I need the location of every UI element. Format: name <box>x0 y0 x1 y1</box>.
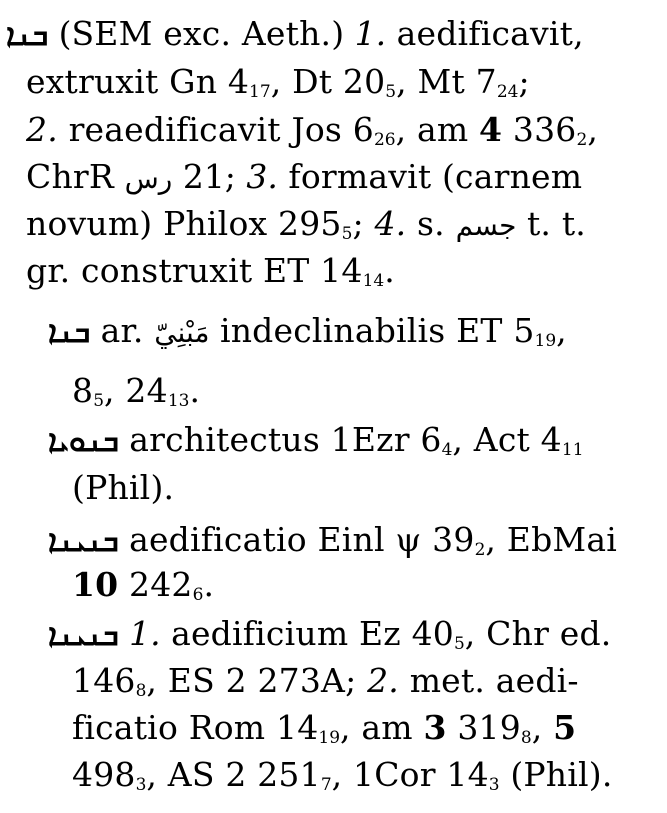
text-run: , Mt 7 <box>396 62 497 101</box>
text-run: , Chr ed. <box>464 614 612 653</box>
text-run: 8 <box>72 371 94 410</box>
text-run: . <box>203 565 215 604</box>
subentry-line <box>48 520 617 570</box>
text-run: 21; <box>172 157 247 196</box>
text-run: 336 <box>502 110 577 149</box>
bold-number: 4 <box>479 110 503 149</box>
subentry-line <box>72 565 214 615</box>
text-run: (Phil). <box>72 468 175 507</box>
text-run: 319 <box>446 708 521 747</box>
text-run: ; <box>518 62 530 101</box>
text-run: formavit (carnem <box>277 157 583 196</box>
sense-number: 3. <box>246 157 278 196</box>
syriac-headword: ܒܢܐ <box>48 315 91 350</box>
subentry-line <box>72 468 174 508</box>
text-run: , <box>556 311 567 350</box>
subentry-line <box>72 371 200 421</box>
subentry-line <box>72 708 576 758</box>
text-run: novum) Philox 295 <box>26 204 342 243</box>
text-run: , <box>531 708 554 747</box>
text-run: t. t. <box>516 204 586 243</box>
text-run: , Act 4 <box>452 420 562 459</box>
text-run <box>119 614 130 653</box>
text-run: (SEM exc. Aeth.) <box>48 14 355 53</box>
subscript-number: 3 <box>135 775 147 795</box>
subscript-number: 3 <box>488 775 500 795</box>
text-run: 146 <box>72 661 136 700</box>
subscript-number: 5 <box>385 82 397 102</box>
subentry-line <box>72 755 613 805</box>
entry-line <box>26 62 530 112</box>
subentry-line <box>48 614 612 664</box>
sense-number: 2. <box>367 661 399 700</box>
text-run: reaedificavit Jos 6 <box>57 110 374 149</box>
subscript-number: 2 <box>474 540 486 560</box>
text-run: ; <box>352 204 375 243</box>
text-run: , 24 <box>104 371 168 410</box>
text-run: aedificavit, <box>386 14 584 53</box>
entry-line <box>26 110 598 160</box>
syriac-headword: ܒܢܝܢܐ <box>48 524 119 559</box>
arabic-word: جسم <box>455 209 517 242</box>
text-run: , EbMai <box>485 520 618 559</box>
text-run: , AS 2 251 <box>146 755 321 794</box>
text-run: met. aedi- <box>399 661 579 700</box>
subscript-number: 11 <box>561 440 584 460</box>
subscript-number: 4 <box>441 440 453 460</box>
text-run: ChrR <box>26 157 125 196</box>
text-run: aedificium Ez 40 <box>160 614 454 653</box>
text-run: aedificatio Einl ψ 39 <box>118 520 475 559</box>
text-run: , ES 2 273A; <box>146 661 368 700</box>
subentry-line <box>48 311 567 361</box>
subscript-number: 8 <box>520 728 532 748</box>
text-run: architectus 1Ezr 6 <box>118 420 442 459</box>
subscript-number: 24 <box>496 82 519 102</box>
subscript-number: 7 <box>320 775 332 795</box>
subscript-number: 5 <box>341 224 353 244</box>
entry-line <box>26 204 586 254</box>
bold-number: 3 <box>423 708 447 747</box>
bold-number: 10 <box>72 565 119 604</box>
sense-number: 1. <box>354 14 387 53</box>
text-run: 498 <box>72 755 136 794</box>
subscript-number: 26 <box>373 130 396 150</box>
subscript-number: 14 <box>362 271 385 291</box>
entry-line <box>6 14 584 56</box>
text-run: , 1Cor 14 <box>331 755 489 794</box>
subscript-number: 6 <box>192 585 204 605</box>
text-run: gr. construxit ET 14 <box>26 251 363 290</box>
text-run: , am <box>395 110 480 149</box>
subscript-number: 5 <box>453 634 465 654</box>
subscript-number: 17 <box>249 82 271 102</box>
text-run: , <box>587 110 599 149</box>
syriac-headword: ܒܢܝܢܐ <box>48 618 119 653</box>
subscript-number: 13 <box>167 391 190 411</box>
entry-line <box>26 157 582 199</box>
text-run: extruxit Gn 4 <box>26 62 250 101</box>
subscript-number: 19 <box>534 331 557 351</box>
subscript-number: 8 <box>135 681 147 701</box>
text-run: , Dt 20 <box>270 62 386 101</box>
text-run: ar. <box>90 311 155 350</box>
subscript-number: 5 <box>93 391 105 411</box>
arabic-word: رس <box>124 162 173 195</box>
text-run: . <box>189 371 201 410</box>
bold-number: 5 <box>553 708 577 747</box>
sense-number: 4. <box>374 204 407 243</box>
text-run: indeclinabilis ET 5 <box>209 311 535 350</box>
text-run: (Phil). <box>499 755 613 794</box>
sense-number: 1. <box>129 614 161 653</box>
arabic-word: مَبْنِيّ <box>154 316 210 349</box>
subscript-number: 2 <box>576 130 588 150</box>
text-run: ficatio Rom 14 <box>72 708 319 747</box>
text-run: 242 <box>118 565 193 604</box>
subentry-line <box>48 420 584 470</box>
syriac-headword: ܒܢܐ <box>6 18 49 53</box>
text-run: s. <box>406 204 456 243</box>
entry-line <box>26 251 395 301</box>
syriac-headword: ܒܢܘܝܐ <box>48 424 119 459</box>
text-run: , am <box>340 708 424 747</box>
subscript-number: 19 <box>318 728 341 748</box>
sense-number: 2. <box>26 110 58 149</box>
text-run: . <box>384 251 395 290</box>
subentry-line <box>72 661 579 711</box>
